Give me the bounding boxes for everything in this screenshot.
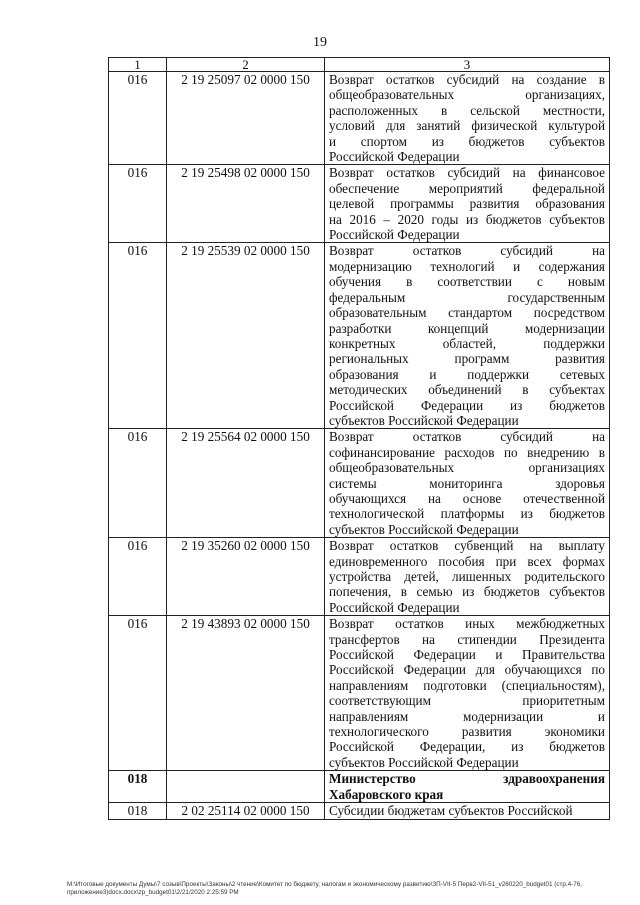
budget-code-cell: 2 19 25539 02 0000 150 <box>167 243 325 429</box>
admin-code-cell: 016 <box>109 72 167 165</box>
description-line: обучения в соответствии с новым <box>329 274 605 290</box>
description-cell <box>325 429 610 538</box>
description-line: Хабаровского края <box>329 786 444 802</box>
description-line: общеобразовательных организациях <box>329 460 605 476</box>
description-line: попечения, в семью из бюджетов субъектов <box>329 584 605 600</box>
ministry-row <box>109 771 610 803</box>
description-cell <box>325 243 610 429</box>
description-line: субъектов Российской Федерации <box>329 754 519 770</box>
description-line: технологической платформы из бюджетов <box>329 506 605 522</box>
description-line: Возврат остатков субсидий на создание в <box>329 72 605 87</box>
description-line: Возврат остатков иных межбюджетных <box>329 616 605 632</box>
description-line: Возврат остатков субвенций на выплату <box>329 538 605 554</box>
budget-code-cell <box>167 771 325 803</box>
budget-code-cell: 2 19 25564 02 0000 150 <box>167 429 325 538</box>
description-line: Возврат остатков субсидий на <box>329 243 605 259</box>
table-row <box>109 243 610 429</box>
description-line: конкретных областей, поддержки <box>329 335 605 351</box>
description-line: Российской Федерации, из бюджетов <box>329 739 605 755</box>
description-cell: Субсидии бюджетам субъектов Российской <box>325 803 610 819</box>
description-line: системы мониторинга здоровья <box>329 475 605 491</box>
description-cell <box>325 72 610 165</box>
description-line: единовременного пособия при всех формах <box>329 553 605 569</box>
table-row <box>109 165 610 243</box>
description-line: Российской Федерации <box>329 149 460 165</box>
admin-code-cell: 016 <box>109 616 167 771</box>
table-row <box>109 616 610 771</box>
description-line: расположенных в сельской местности, <box>329 102 605 118</box>
description-line: Возврат остатков субсидий на <box>329 429 605 445</box>
table-row <box>109 803 610 819</box>
description-line: Российской Федерации для обучающихся по <box>329 662 605 678</box>
description-line: условий для занятий физической культурой <box>329 118 605 134</box>
description-line: Российской Федерации <box>329 599 460 615</box>
table-header-row <box>109 58 610 72</box>
budget-table <box>108 57 610 820</box>
description-line: федеральным государственным <box>329 289 605 305</box>
description-line: Возврат остатков субсидий на финансовое <box>329 165 605 181</box>
description-cell <box>325 538 610 616</box>
description-line: образования и поддержки сетевых <box>329 366 605 382</box>
description-line: и спортом из бюджетов субъектов <box>329 133 605 149</box>
description-cell <box>325 616 610 771</box>
column-header-3: 3 <box>325 58 610 72</box>
description-line: на 2016 – 2020 годы из бюджетов субъектов <box>329 211 605 227</box>
description-line: Российской Федерации и Правительства <box>329 647 605 663</box>
description-line: субъектов Российской Федерации <box>329 412 519 428</box>
admin-code-cell: 016 <box>109 165 167 243</box>
description-line: обеспечение мероприятий федеральной <box>329 180 605 196</box>
description-line: обучающихся на основе отечественной <box>329 490 605 506</box>
description-line: методических объединений в субъектах <box>329 382 605 398</box>
admin-code-cell: 016 <box>109 538 167 616</box>
description-line: Российской Федерации <box>329 227 460 243</box>
table-row <box>109 429 610 538</box>
budget-code-cell: 2 19 25498 02 0000 150 <box>167 165 325 243</box>
budget-code-cell: 2 19 43893 02 0000 150 <box>167 616 325 771</box>
admin-code-cell: 018 <box>109 803 167 819</box>
budget-code-cell: 2 19 35260 02 0000 150 <box>167 538 325 616</box>
admin-code-cell: 018 <box>109 771 167 803</box>
admin-code-cell: 016 <box>109 243 167 429</box>
description-cell <box>325 771 610 803</box>
description-line: технологического развития экономики <box>329 724 605 740</box>
table-row <box>109 538 610 616</box>
table-row <box>109 72 610 165</box>
description-line: софинансирование расходов по внедрению в <box>329 444 605 460</box>
budget-code-cell: 2 19 25097 02 0000 150 <box>167 72 325 165</box>
column-header-2: 2 <box>167 58 325 72</box>
description-line: трансфертов на стипендии Президента <box>329 631 605 647</box>
description-line: устройства детей, лишенных родительского <box>329 569 605 584</box>
description-line: направлениям подготовки (специальностям), <box>329 677 605 693</box>
description-line: соответствующим приоритетным <box>329 693 605 709</box>
description-line: направлениям модернизации и <box>329 708 605 724</box>
description-line: разработки концепций модернизации <box>329 320 605 336</box>
description-line: модернизацию технологий и содержания <box>329 258 605 274</box>
description-line: Министерство здравоохранения <box>329 771 605 787</box>
admin-code-cell: 016 <box>109 429 167 538</box>
budget-code-cell: 2 02 25114 02 0000 150 <box>167 803 325 819</box>
description-line: субъектов Российской Федерации <box>329 521 519 537</box>
column-header-1: 1 <box>109 58 167 72</box>
description-line: общеобразовательных организациях, <box>329 87 605 103</box>
description-line: региональных программ развития <box>329 351 605 367</box>
page-number: 19 <box>313 35 327 50</box>
description-line: Российской Федерации из бюджетов <box>329 397 605 413</box>
description-cell <box>325 165 610 243</box>
file-path-footer: M:\Итоговые документы Думы\7 созыв\Проекты\Законы\2 чтение\Комитет по бюджету, налогам и экономическому развитию\ЗП-VII-5 Перв2-VII-51_v260220_budget01 (стр.4-76, приложение3)docx.docx\zp_budget01\2/21/2020 2:25:59 PM <box>67 881 583 896</box>
description-line: образовательным стандартом посредством <box>329 305 605 321</box>
description-line: целевой программы развития образования <box>329 196 605 212</box>
